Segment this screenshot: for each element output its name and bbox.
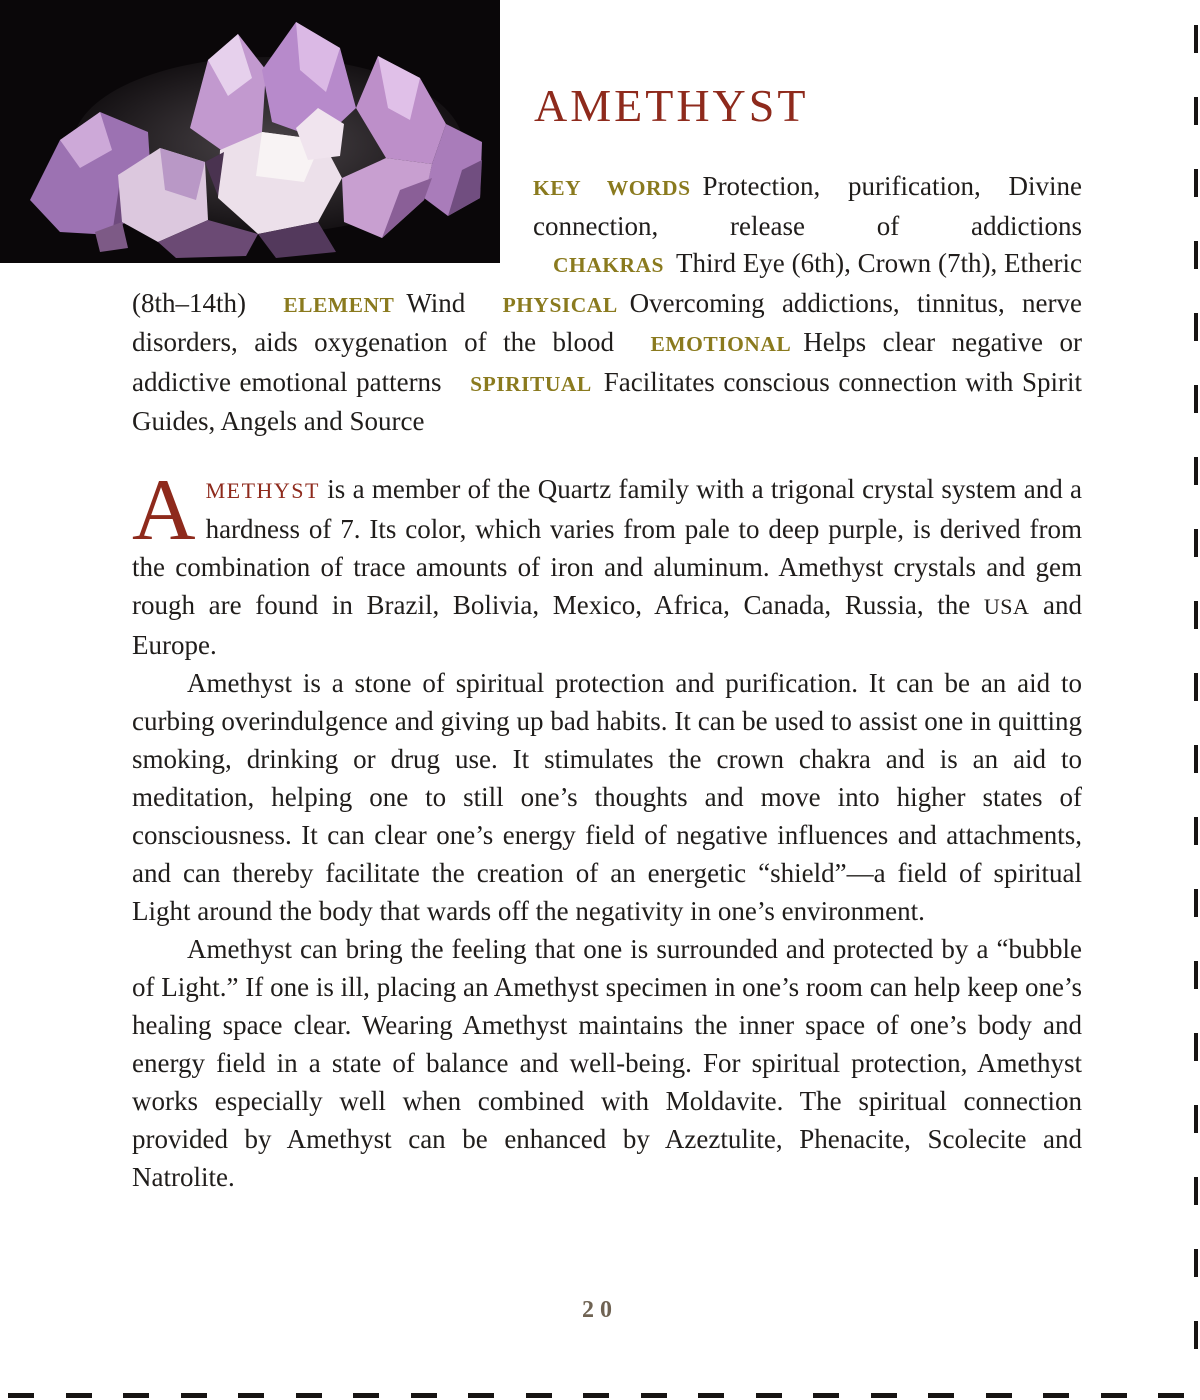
paragraph-3: Amethyst can bring the feeling that one is surrounded and protected by a “bubble of Light.” If one is ill, placing an Amethyst specimen in one’s room can help keep one’s healing space clear. Wearing Amethyst maintains the inner space of one’s body and energy field in a state of balance and well-being. For spiritual protection, Amethyst works especially well when combined with Moldavite. The spiritual connection provided by Amethyst can be enhanced by Azeztulite, Phenacite, Scolecite and Natrolite. [132, 934, 1082, 1192]
edge-tab-icon [1194, 1033, 1198, 1061]
edge-tab-icon [1194, 241, 1198, 269]
edge-tab-icon [1194, 889, 1198, 917]
edge-tab-icon [411, 1393, 437, 1398]
edge-tab-icon [928, 1393, 954, 1398]
edge-tab-icon [1194, 25, 1198, 53]
dropcap-letter: A [132, 462, 196, 559]
edge-tab-icon [1101, 1393, 1127, 1398]
physical-text: Overcoming addictions, tinnitus, nerve disorders, aids oxygenation of the blood [132, 287, 1083, 357]
photo-wrap-spacer [132, 168, 533, 281]
edge-tab-icon [698, 1393, 724, 1398]
stone-properties-block [132, 168, 1082, 441]
edge-tab-icon [813, 1393, 839, 1398]
edge-tab-icon [123, 1393, 149, 1398]
edge-tab-icon [296, 1393, 322, 1398]
edge-tab-icon [1194, 1249, 1198, 1277]
edge-tab-icon [1043, 1393, 1069, 1398]
edge-tab-icon [1194, 1105, 1198, 1133]
edge-tab-icon [1158, 1393, 1184, 1398]
paragraph-1-end: and Europe. [132, 590, 1082, 660]
page-title: AMETHYST [534, 80, 809, 131]
key-words-label: KEY WORDS [533, 176, 691, 200]
spiritual-label: SPIRITUAL [470, 371, 592, 396]
spiritual-text: Facilitates conscious connection with Spirit Guides, Angels and Source [132, 366, 1083, 436]
edge-tab-icon [1194, 1321, 1198, 1349]
edge-tab-icon [1194, 313, 1198, 341]
edge-tab-icon [1194, 601, 1198, 629]
edge-tab-icon [1194, 673, 1198, 701]
paragraph-1-text: is a member of the Quartz family with a trigonal crystal system and a hardness of 7. Its color, which varies from pale to deep purple, is derived from the combination of trace amounts of iron and aluminum. Amethyst crystals and gem rough are found in Brazil, Bolivia, Mexico, Africa, Canada, Russia, the [132, 474, 1082, 620]
element-text: Wind [406, 287, 466, 318]
edge-tab-icon [238, 1393, 264, 1398]
edge-tab-icon [871, 1393, 897, 1398]
edge-tab-icon [1194, 1177, 1198, 1205]
edge-tab-icon [1194, 529, 1198, 557]
paragraph-2: Amethyst is a stone of spiritual protection and purification. It can be an aid to curbing overindulgence and giving up bad habits. It can be used to assist one in quitting smoking, drinking or drug use. It stimulates the crown chakra and is an aid to meditation, helping one to still one’s thoughts and move into higher states of consciousness. It can clear one’s energy field of negative influences and attachments, and can thereby facilitate the creation of an energetic “shield”—a field of spiritual Light around the body that wards off the negativity in one’s environment. [132, 668, 1082, 926]
edge-tab-icon [1194, 169, 1198, 197]
edge-tab-icon [583, 1393, 609, 1398]
edge-tab-icon [1194, 961, 1198, 989]
usa-smallcaps: USA [983, 594, 1030, 619]
article-body [132, 462, 1082, 1196]
edge-tab-icon [353, 1393, 379, 1398]
edge-tab-icon [8, 1393, 34, 1398]
edge-tab-icon [1194, 457, 1198, 485]
page-number: 20 [582, 1297, 618, 1323]
edge-tab-icon [1194, 385, 1198, 413]
emotional-text: Helps clear negative or addictive emotional patterns [132, 327, 1082, 397]
edge-tab-icon [66, 1393, 92, 1398]
edge-tab-icon [1194, 97, 1198, 125]
edge-tab-icon [181, 1393, 207, 1398]
physical-label: PHYSICAL [502, 292, 618, 317]
key-words-text: Protection, purification, Divine connection, release of addictions [533, 171, 1083, 241]
edge-tab-icon [641, 1393, 667, 1398]
edge-tab-icon [756, 1393, 782, 1398]
lead-smallcaps: METHYST [205, 478, 320, 503]
edge-tab-icon [526, 1393, 552, 1398]
edge-tab-icon [468, 1393, 494, 1398]
edge-tab-icon [1194, 817, 1198, 845]
edge-tab-icon [986, 1393, 1012, 1398]
emotional-label: EMOTIONAL [650, 332, 792, 356]
chakras-text: Third Eye (6th), Crown (7th), Etheric (8th–14th) [132, 248, 1082, 318]
edge-tab-icon [1194, 745, 1198, 773]
paragraph-1 [132, 462, 1082, 664]
element-label: ELEMENT [283, 292, 395, 317]
chakras-label: CHAKRAS [553, 253, 665, 277]
